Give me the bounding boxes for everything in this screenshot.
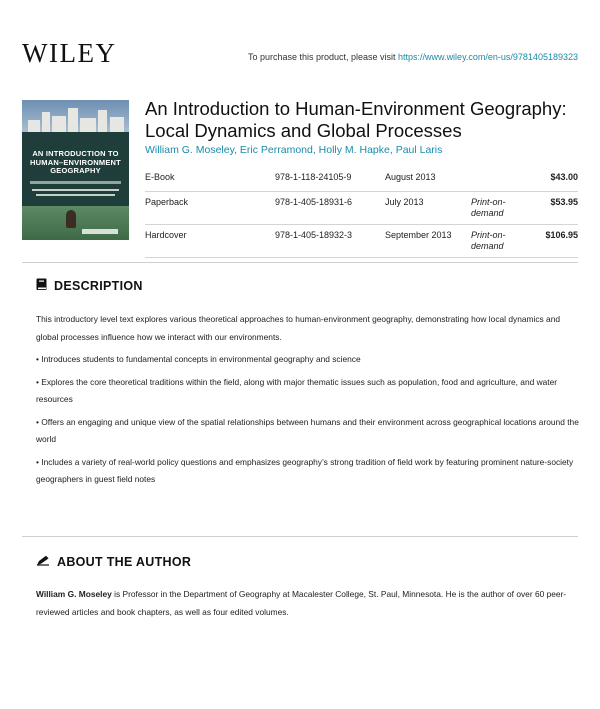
book-cover (22, 100, 129, 240)
author-name: William G. Moseley (36, 589, 112, 599)
format-type: Hardcover (145, 224, 275, 257)
cover-authors-bar (36, 194, 115, 196)
format-row (145, 191, 578, 224)
format-availability: Print-on-demand (471, 224, 533, 257)
purchase-link[interactable]: https://www.wiley.com/en-us/9781405189323 (398, 52, 578, 62)
description-body (36, 311, 580, 494)
cover-publisher-mark (82, 229, 118, 234)
format-row (145, 167, 578, 191)
format-price: $53.95 (533, 191, 578, 224)
format-date: July 2013 (385, 191, 471, 224)
book-info (145, 98, 578, 156)
cover-building (110, 117, 124, 132)
format-isbn: 978-1-405-18931-6 (275, 191, 385, 224)
description-bullet: • Includes a variety of real-world policy questions and emphasizes geography’s strong tradition of field work by featuring prominent nature-society geographers in guest field notes (36, 456, 574, 484)
cover-building (28, 120, 40, 132)
description-bullet: • Offers an engaging and unique view of the spatial relationships between humans and their environment across geographical locations around the world (36, 416, 579, 444)
book-title: An Introduction to Human-Environment Geography: Local Dynamics and Global Processes (145, 98, 567, 141)
cover-building (68, 108, 78, 132)
purchase-text: To purchase this product, please visit (247, 52, 399, 62)
description-bullet: • Explores the core theoretical traditions within the field, along with major thematic issues such as population, food and agriculture, and water resources (36, 376, 558, 404)
format-row (145, 224, 578, 257)
author-bio (36, 586, 580, 621)
format-price: $43.00 (533, 167, 578, 191)
about-heading (36, 555, 191, 569)
description-heading (36, 278, 143, 294)
pen-icon (36, 555, 50, 569)
description-paragraph: This introductory level text explores various theoretical approaches to human-environment geography, demonstrating how local dynamics and global processes influence how we interact with our environments. (36, 314, 561, 342)
section-divider (22, 536, 578, 537)
book-icon (36, 278, 47, 294)
cover-title: AN INTRODUCTION TO HUMAN–ENVIRONMENT GEOGRAPHY (30, 149, 121, 175)
cover-figure (66, 210, 76, 228)
header (22, 36, 578, 66)
format-type: Paperback (145, 191, 275, 224)
format-date: August 2013 (385, 167, 471, 191)
format-date: September 2013 (385, 224, 471, 257)
format-availability: Print-on-demand (471, 191, 533, 224)
formats-table (145, 167, 578, 258)
wiley-logo[interactable]: WILEY (22, 38, 117, 68)
description-bullet: • Introduces students to fundamental concepts in environmental geography and science (36, 354, 361, 364)
format-isbn: 978-1-405-18932-3 (275, 224, 385, 257)
format-price: $106.95 (533, 224, 578, 257)
section-divider (22, 262, 578, 263)
cover-authors-bar (32, 189, 119, 191)
author-bio-text: is Professor in the Department of Geography at Macalester College, St. Paul, Minnesota. He is the author of over 60 peer-reviewed articles and book chapters, as well as four edited volumes. (36, 589, 567, 617)
cover-building (80, 118, 96, 132)
book-authors[interactable]: William G. Moseley, Eric Perramond, Holly M. Hapke, Paul Laris (145, 144, 443, 156)
cover-subtitle-bar (30, 181, 121, 184)
purchase-line (248, 52, 578, 62)
cover-building (52, 116, 66, 132)
about-heading-text: ABOUT THE AUTHOR (57, 555, 192, 569)
format-availability (471, 167, 533, 191)
cover-building (98, 110, 107, 132)
description-heading-text: DESCRIPTION (54, 279, 143, 293)
format-type: E-Book (145, 167, 275, 191)
cover-building (42, 112, 50, 132)
format-isbn: 978-1-118-24105-9 (275, 167, 385, 191)
